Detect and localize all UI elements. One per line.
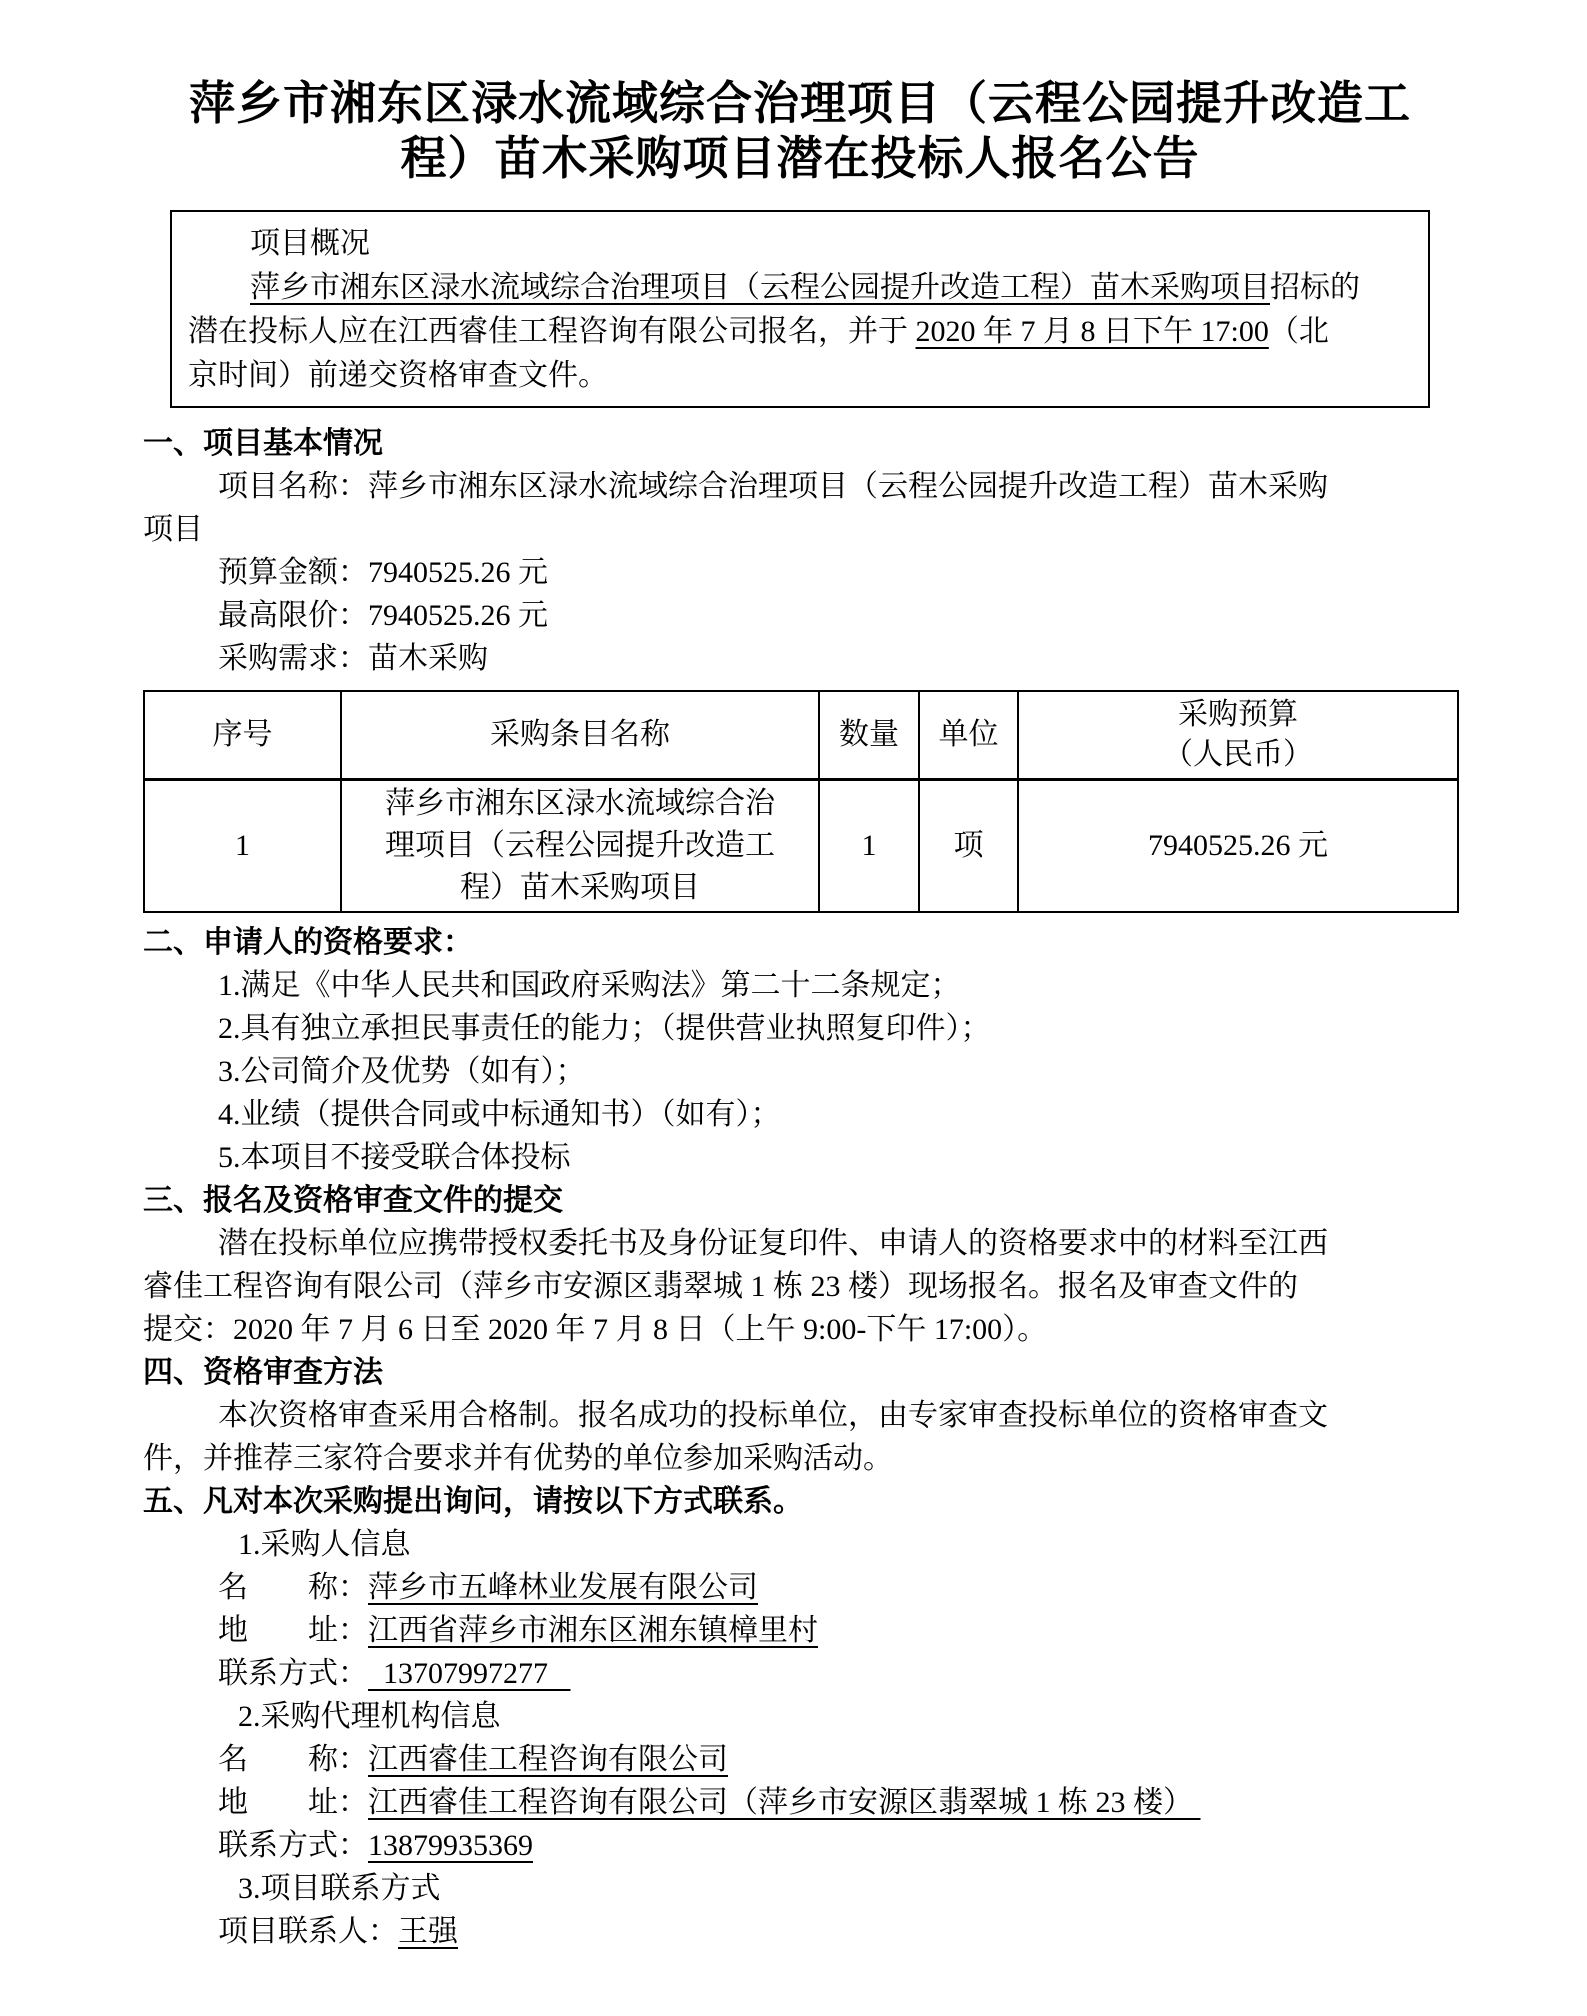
requirement-item-1: 1.满足《中华人民共和国政府采购法》第二十二条规定； <box>218 968 961 1002</box>
overview-line-4: 京时间）前递交资格审查文件。 <box>188 359 608 392</box>
col-header-budget-line2: （人民币） <box>1163 737 1313 771</box>
overview-deadline: 2020 年 7 月 8 日下午 17:00 <box>915 315 1269 348</box>
requirement-item-4: 4.业绩（提供合同或中标通知书）（如有）； <box>218 1097 781 1131</box>
requirement-item-5: 5.本项目不接受联合体投标 <box>218 1140 571 1174</box>
submission-line-1: 潜在投标单位应携带授权委托书及身份证复印件、申请人的资格要求中的材料至江西 <box>218 1226 1328 1260</box>
cell-item-name-line1: 萍乡市湘东区渌水流域综合治 <box>385 786 775 820</box>
section4-heading: 四、资格审查方法 <box>143 1355 383 1389</box>
overview-line-3-tail: （北 <box>1268 315 1329 348</box>
overview-line-2-rest: 招标的 <box>1270 271 1360 304</box>
agency-addr-label: 地 址： <box>218 1785 368 1819</box>
table-header-row <box>144 691 1458 779</box>
purchaser-contact-line <box>143 1652 1457 1695</box>
purchaser-name-value: 萍乡市五峰林业发展有限公司 <box>368 1570 758 1604</box>
project-name-line2: 项目 <box>143 513 203 546</box>
overview-line-3-text: 潜在投标人应在江西睿佳工程咨询有限公司报名，并于 <box>188 315 916 348</box>
project-contact-line <box>143 1910 1457 1953</box>
cell-qty: 1 <box>819 779 919 912</box>
overview-project-name: 萍乡市湘东区渌水流域综合治理项目（云程公园提升改造工程）苗木采购项目 <box>250 271 1270 304</box>
section5-heading: 五、凡对本次采购提出询问，请按以下方式联系。 <box>143 1484 803 1518</box>
col-header-no: 序号 <box>144 691 341 779</box>
purchaser-name-line <box>143 1566 1457 1609</box>
cell-item-name-line3: 程）苗木采购项目 <box>460 870 700 904</box>
section-contact <box>143 1480 1457 1953</box>
agency-contact-label: 联系方式： <box>218 1828 368 1862</box>
section1-heading: 一、项目基本情况 <box>143 427 383 460</box>
table-header <box>144 691 1458 779</box>
section-review-method <box>143 1351 1457 1480</box>
project-contact-title: 3.项目联系方式 <box>238 1871 441 1905</box>
document-content <box>143 76 1457 1953</box>
col-header-budget-line1: 采购预算 <box>1178 697 1298 731</box>
col-header-name: 采购条目名称 <box>341 691 819 779</box>
col-header-budget <box>1018 691 1458 779</box>
requirement-item-2: 2.具有独立承担民事责任的能力；（提供营业执照复印件）； <box>218 1011 991 1045</box>
purchaser-addr-label: 地 址： <box>218 1613 368 1647</box>
cell-item-name-line2: 理项目（云程公园提升改造工 <box>385 828 775 862</box>
agency-contact-value: 13879935369 <box>368 1828 533 1862</box>
agency-name-line <box>143 1738 1457 1781</box>
project-contact-label: 项目联系人： <box>218 1914 398 1948</box>
review-line-1: 本次资格审查采用合格制。报名成功的投标单位，由专家审查投标单位的资格审查文 <box>218 1398 1328 1432</box>
agency-name-label: 名 称： <box>218 1742 368 1776</box>
purchaser-contact-value: 13707997277 <box>368 1656 571 1690</box>
cell-budget: 7940525.26 元 <box>1018 779 1458 912</box>
project-name-line1: 项目名称：萍乡市湘东区渌水流域综合治理项目（云程公园提升改造工程）苗木采购 <box>218 470 1328 503</box>
max-price: 最高限价：7940525.26 元 <box>218 599 548 632</box>
section-qualification-requirements <box>143 921 1457 1179</box>
cell-unit: 项 <box>919 779 1018 912</box>
project-overview-box <box>170 210 1430 408</box>
purchaser-addr-value: 江西省萍乡市湘东区湘东镇樟里村 <box>368 1613 818 1647</box>
page-title <box>143 76 1457 186</box>
section-submission <box>143 1179 1457 1351</box>
budget-amount: 预算金额：7940525.26 元 <box>218 556 548 589</box>
overview-line-3 <box>188 310 1410 354</box>
table-row <box>144 779 1458 912</box>
title-line-2: 程）苗木采购项目潜在投标人报名公告 <box>400 133 1200 184</box>
overview-heading: 项目概况 <box>250 227 370 260</box>
purchaser-name-label: 名 称： <box>218 1570 368 1604</box>
col-header-qty: 数量 <box>819 691 919 779</box>
project-contact-value: 王强 <box>398 1914 458 1948</box>
agency-contact-line <box>143 1824 1457 1867</box>
overview-line-2 <box>188 266 1410 310</box>
submission-line-3: 提交：2020 年 7 月 6 日至 2020 年 7 月 8 日（上午 9:00-下午 17:00）。 <box>143 1312 1048 1346</box>
section-basic-info <box>143 422 1457 680</box>
purchaser-contact-label: 联系方式： <box>218 1656 368 1690</box>
cell-item-name <box>341 779 819 912</box>
section2-heading: 二、申请人的资格要求： <box>143 925 473 959</box>
title-line-1: 萍乡市湘东区渌水流域综合治理项目（云程公园提升改造工 <box>189 78 1411 129</box>
procurement-items-table <box>143 690 1459 913</box>
purchaser-addr-line <box>143 1609 1457 1652</box>
cell-no: 1 <box>144 779 341 912</box>
purchaser-info-title: 1.采购人信息 <box>238 1527 411 1561</box>
requirement-item-3: 3.公司简介及优势（如有）； <box>218 1054 586 1088</box>
agency-addr-line <box>143 1781 1457 1824</box>
agency-addr-value: 江西睿佳工程咨询有限公司（萍乡市安源区翡翠城 1 栋 23 楼） <box>368 1785 1201 1819</box>
section3-heading: 三、报名及资格审查文件的提交 <box>143 1183 563 1217</box>
procurement-demand: 采购需求：苗木采购 <box>218 642 488 675</box>
col-header-unit: 单位 <box>919 691 1018 779</box>
submission-line-2: 睿佳工程咨询有限公司（萍乡市安源区翡翠城 1 栋 23 楼）现场报名。报名及审查文件的 <box>143 1269 1298 1303</box>
review-line-2: 件，并推荐三家符合要求并有优势的单位参加采购活动。 <box>143 1441 893 1475</box>
agency-info-title: 2.采购代理机构信息 <box>238 1699 501 1733</box>
agency-name-value: 江西睿佳工程咨询有限公司 <box>368 1742 728 1776</box>
